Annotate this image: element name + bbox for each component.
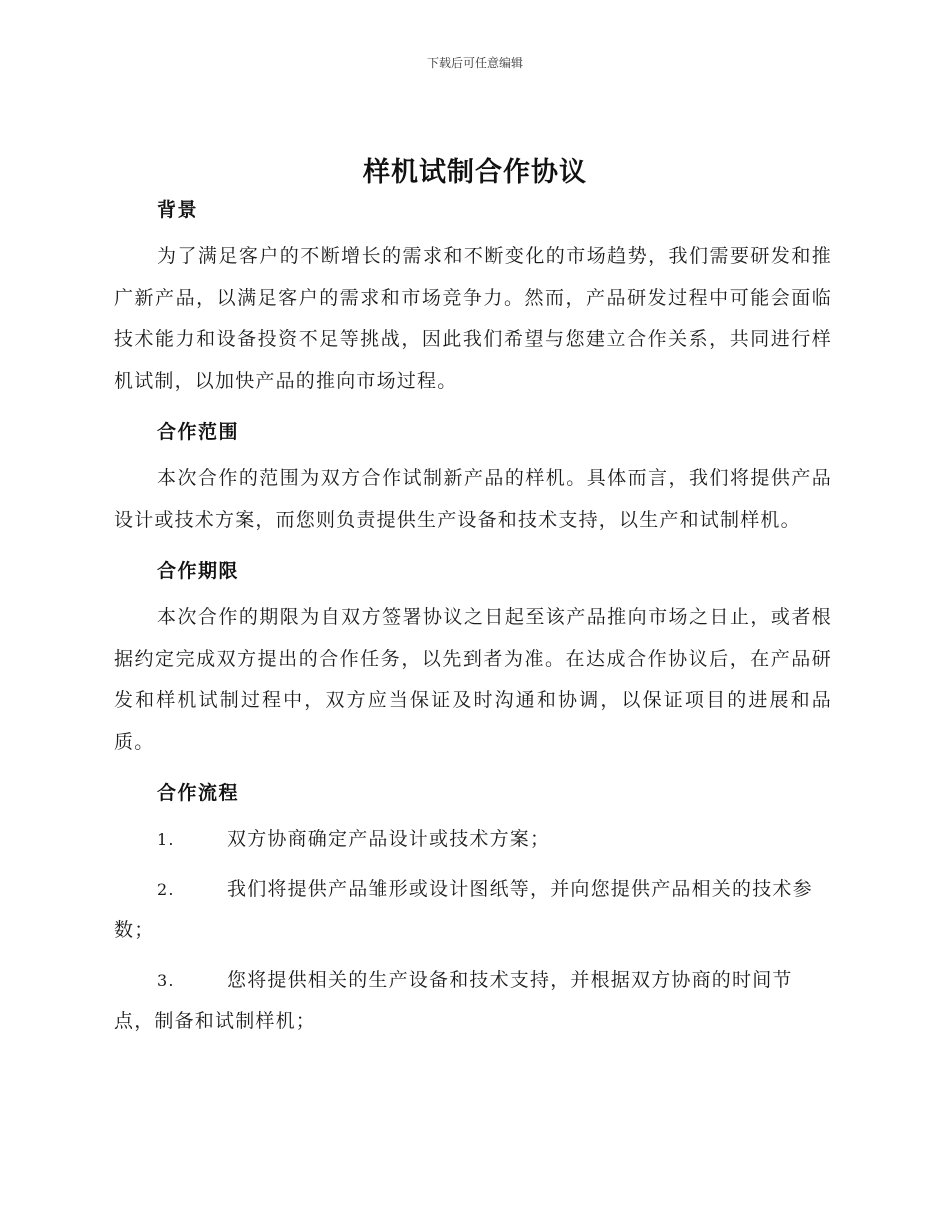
section-paragraph: 为了满足客户的不断增长的需求和不断变化的市场趋势，我们需要研发和推广新产品，以满足客户的需求和市场竞争力。然而，产品研发过程中可能会面临技术能力和设备投资不足等挑战，因此我们希望与您建立合作关系，共同进行样机试制，以加快产品的推向市场过程。 — [114, 245, 832, 392]
list-text: 我们将提供产品雏形或设计图纸等，并向您提供产品相关的技术参数； — [114, 877, 813, 941]
list-number: 3. — [157, 970, 175, 990]
list-item — [114, 819, 832, 861]
list-number: 1. — [157, 830, 175, 849]
section-scope — [114, 414, 832, 541]
section-paragraph: 本次合作的范围为双方合作试制新产品的样机。具体而言，我们将提供产品设计或技术方案，而您则负责提供生产设备和技术支持，以生产和试制样机。 — [114, 467, 832, 531]
section-heading: 合作范围 — [157, 421, 240, 443]
list-text: 您将提供相关的生产设备和技术支持，并根据双方协商的时间节点，制备和试制样机； — [114, 968, 793, 1032]
section-paragraph: 本次合作的期限为自双方签署协议之日起至该产品推向市场之日止，或者根据约定完成双方提出的合作任务，以先到者为准。在达成合作协议后，在产品研发和样机试制过程中，双方应当保证及时沟通和协调，以保证项目的进展和品质。 — [114, 606, 832, 753]
list-item — [114, 960, 832, 1043]
list-number: 2. — [157, 879, 175, 899]
section-heading: 背景 — [157, 199, 199, 221]
section-heading: 合作期限 — [157, 560, 240, 582]
list-text: 双方协商确定产品设计或技术方案； — [227, 828, 551, 850]
header-note: 下载后可任意编辑 — [426, 56, 523, 70]
section-background — [114, 192, 832, 402]
document-body — [114, 192, 832, 1047]
list-item — [114, 869, 832, 952]
section-heading: 合作流程 — [157, 782, 240, 804]
document-title: 样机试制合作协议 — [363, 157, 587, 188]
section-term — [114, 553, 832, 763]
section-process — [114, 775, 832, 1043]
